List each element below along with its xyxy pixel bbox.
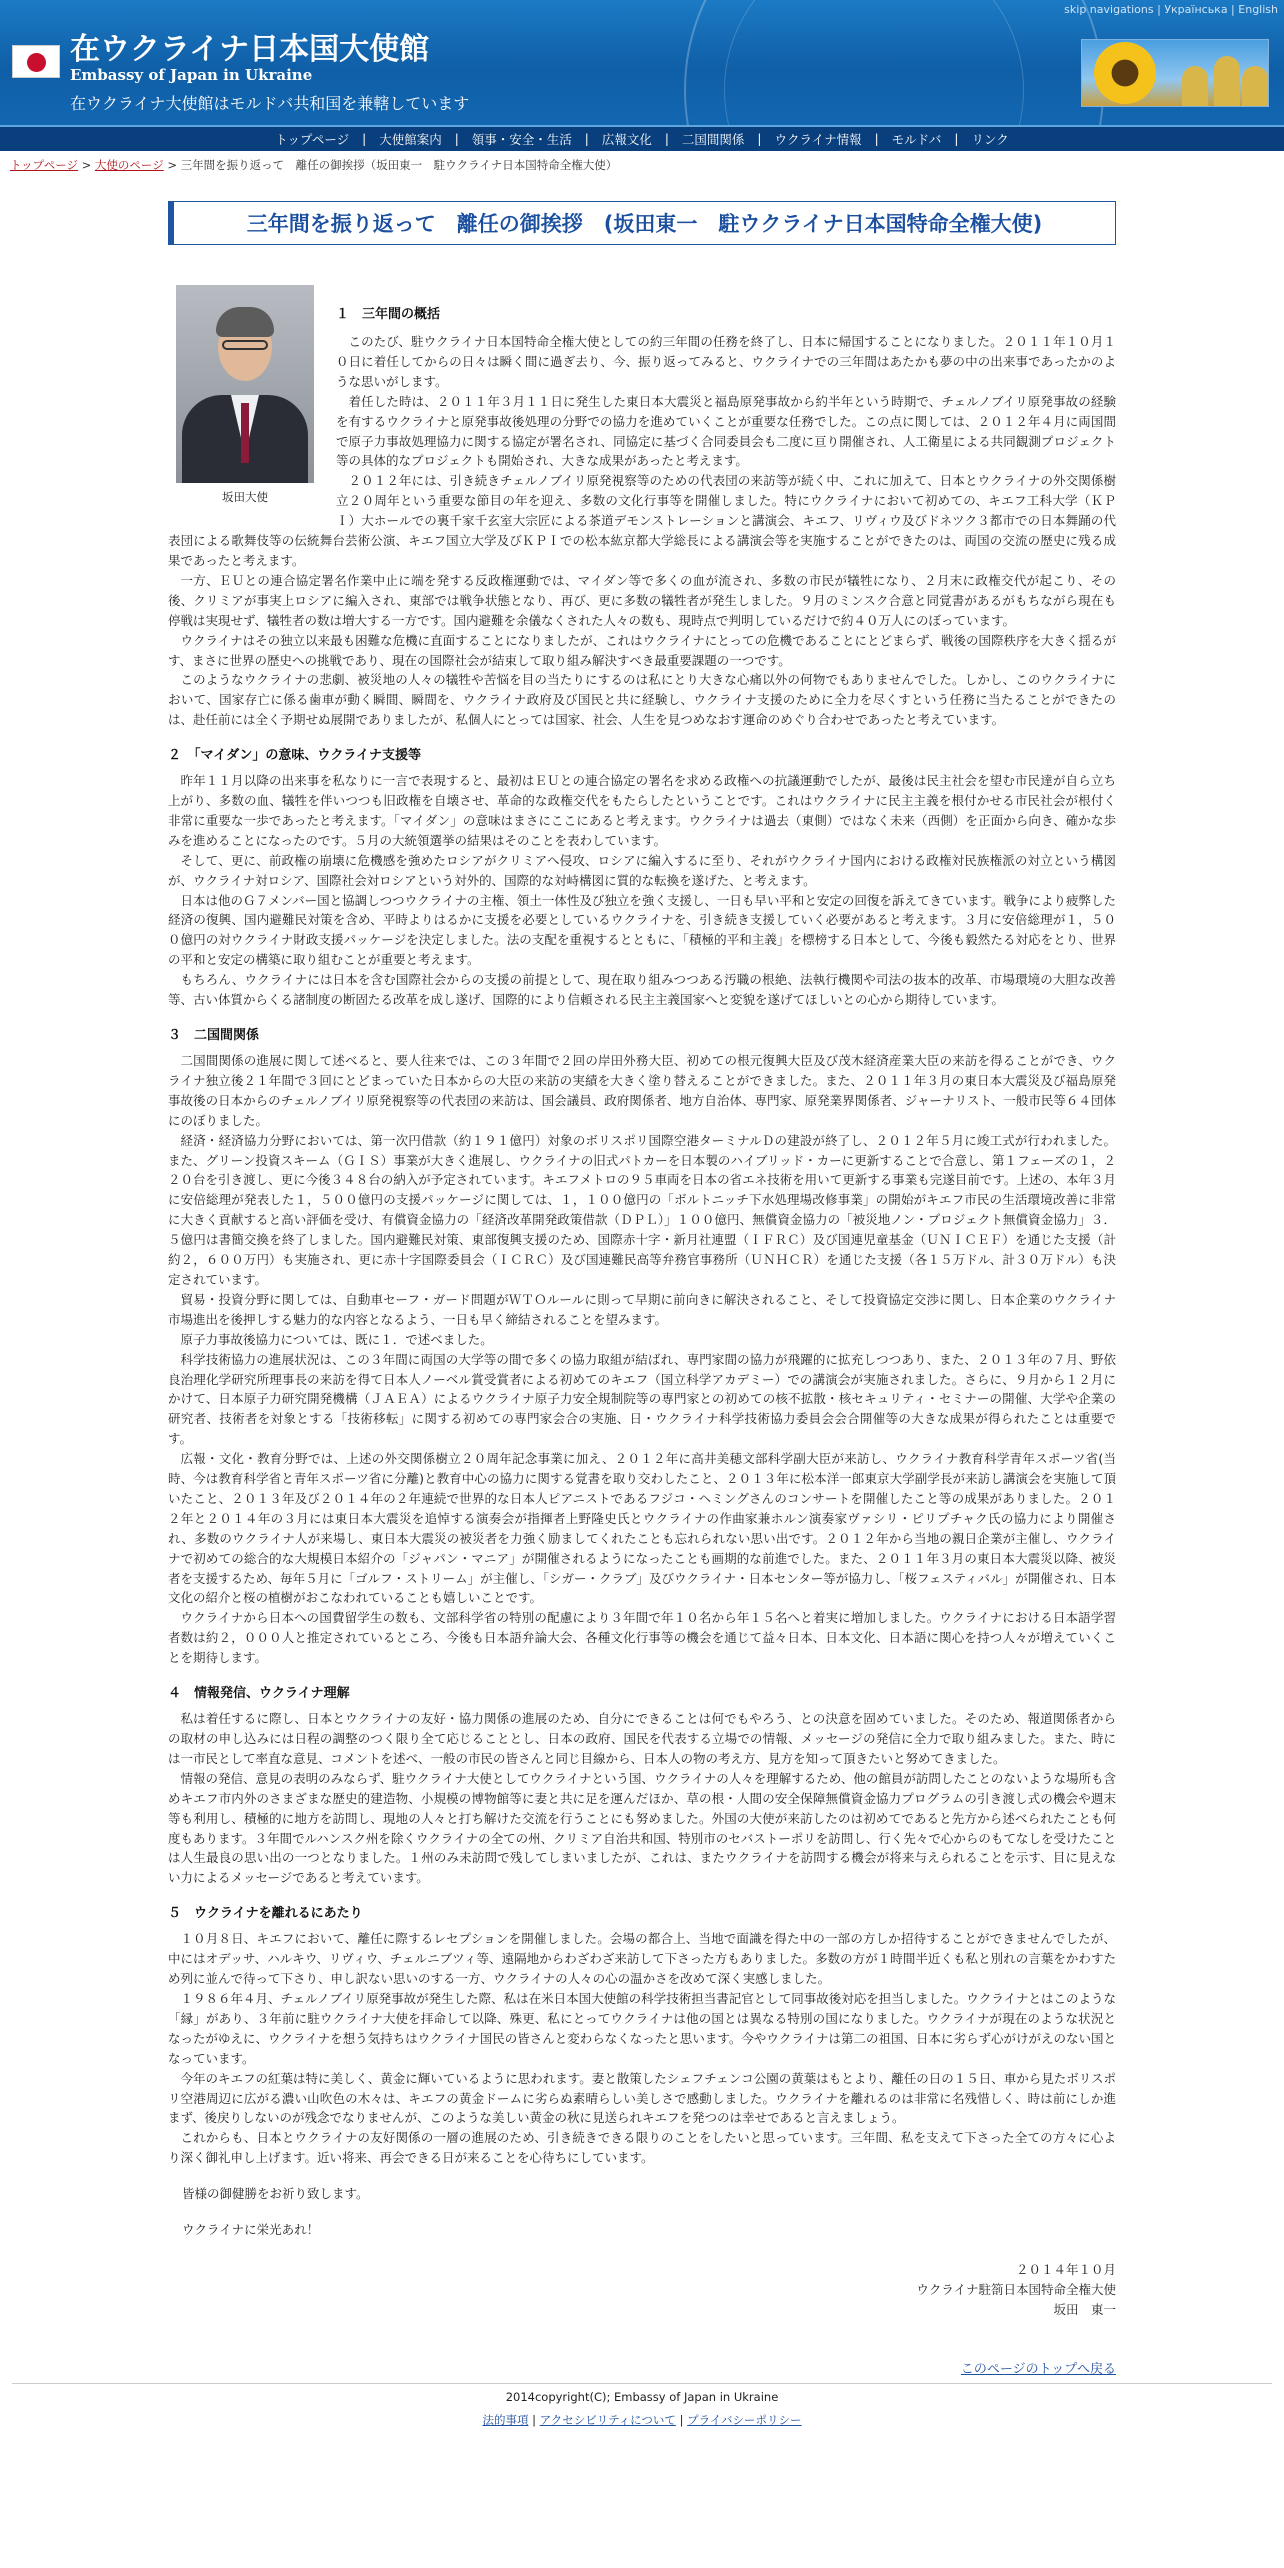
section-paragraph: 広報・文化・教育分野では、上述の外交関係樹立２０周年記念事業に加え、２０１２年に高井美穂文部科学副大臣が来訪し、ウクライナ教育科学青年スポーツ省(当時、今は教育科学省と青年スポーツ省に分離)と教育中心の協力に関する覚書を取り交わしたこと、２０１３年に松本洋一郎東京大学副学長が来訪し講演会を実施して頂いたこと、２０１３年及び２０１４年の２年連続で世界的な日本人ピアニストであるフジコ・ヘミングさんのコンサートを開催したこと等の成果がありました。２０１２年と２０１４年の３月には東日本大震災を追悼する演奏会が指揮者上野隆史氏とウクライナの作曲家兼ホルン演奏家ヴァシリ・ピリプチャク氏の協力により開催され、多数のウクライナ人が来場し、東日本大震災の被災者を力強く励ましてくれたことも忘れられない思い出です。２０１２年から当地の親日企業が主催し、ウクライナで初めての総合的な大規模日本紹介の「ジャパン・マニア」が開催されるようになったことも画期的な前進でした。また、２０１１年３月の東日本大震災以降、被災者を支援するため、毎年５月に「ゴルフ・ストリーム」が主催し、「シガー・クラブ」及びウクライナ・日本センター等が協力し、「桜フェスティバル」が開催され、日本文化の紹介と桜の植樹がおこなわれていることも嬉しいことです。 [168, 1451, 1116, 1606]
section-paragraph: 二国間関係の進展に関して述べると、要人往来では、この３年間で２回の岸田外務大臣、初めての根元復興大臣及び茂木経済産業大臣の来訪を得ることができ、ウクライナ独立後２１年間で３回にとどまっていた日本からの大臣の来訪の実績を大きく塗り替えることができました。また、２０１１年３月の東日本大震災及び福島原発事故後の日本からのチェルノブイリ原発視察等の代表団の来訪は、国会議員、政府関係者、地方自治体、専門家、原発業界関係者、ジャーナリスト、一般市民等６４団体にのぼりました。 [168, 1053, 1116, 1128]
section-paragraph: 一方、ＥＵとの連合協定署名作業中止に端を発する反政権運動では、マイダン等で多くの血が流され、多数の市民が犠牲になり、２月末に政権交代が起こり、その後、クリミアが事実上ロシアに編入され、東部では戦争状態となり、再び、更に多数の犠牲者が発生しました。９月のミンスク合意と同覚書があるがもちながら現在も停戦は実現せず、犠牲者の数は増大する一方です。国内避難を余儀なくされた人々の数も、現時点で判明しているだけで約４０万人にのぼっています。 [168, 572, 1116, 628]
section-heading: ２ 「マイダン」の意味、ウクライナ支援等 [168, 748, 421, 764]
footer-link-accessibility[interactable]: アクセシビリティについて [539, 2413, 676, 2428]
section-paragraph: 今年のキエフの紅葉は特に美しく、黄金に輝いているように思われます。妻と散策したシェフチェンコ公園の黄葉はもとより、離任の日の１５日、車から見たボリスポリ空港周辺に広がる濃い山吹色の木々は、キエフの黄金ドームに劣らぬ素晴らしい美しさで感動しました。ウクライナを離れるのは非常に名残惜しく、時は前にしか進まず、後戻りしないのが残念でなりませんが、このような美しい黄金の秋に見送られキエフを発つのは幸せであると言えましょう。 [168, 2070, 1116, 2126]
church-dome [1242, 66, 1268, 106]
lang-english-link[interactable]: English [1238, 3, 1278, 16]
portrait-figure [170, 285, 320, 505]
lang-ukrainian-link[interactable]: Українська [1164, 3, 1228, 16]
nav-item-ukraine-info[interactable]: ウクライナ情報 [774, 132, 862, 147]
nav-item-links[interactable]: リンク [971, 132, 1009, 147]
section-heading: ５ ウクライナを離れるにあたり [168, 1906, 363, 1922]
breadcrumb-home[interactable]: トップページ [10, 158, 78, 172]
closing-remarks [168, 2184, 1116, 2240]
section-paragraph: １９８６年４月、チェルノブイリ原発事故が発生した際、私は在米日本国大使館の科学技術担当書記官として同事故後対応を担当しました。ウクライナとはこのような「縁」があり、３年前に駐ウクライナ大使を拝命して以降、殊更、私にとってウクライナは他の国とは異なる特別の国になりました。ウクライナが現在のような状況となったがゆえに、ウクライナを想う気持ちはウクライナ国民の皆さんと変わらなくなったと思います。今やウクライナは第二の祖国、日本に劣らず心がけがえのない国となっています。 [168, 1990, 1116, 2066]
copyright-text: 2014copyright(C); Embassy of Japan in Ukraine [505, 2390, 779, 2405]
section-paragraph: 原子力事故後協力については、既に１．で述べました。 [180, 1331, 493, 1347]
section-paragraph: 科学技術協力の進展状況は、この３年間に両国の大学等の間で多くの協力取組が結ばれ、専門家間の協力が飛躍的に拡充しつつあり、また、２０１３年の７月、野依良治理化学研究所理事長の来訪を得て日本人ノーベル賞受賞者による初めてのキエフ（国立科学アカデミー）での講演会が実施されました。さらに、９月から１２月にかけて、日本原子力研究開発機構（ＪＡＥＡ）によるウクライナ原子力安全規制院等の専門家との初めての核不拡散・核セキュリティ・セミナーの開催、大学や企業の研究者、技術者を対象とする「技術移転」に関する初めての専門家会合の実施、日・ウクライナ科学技術協力委員会会合開催等の大きな成果が得られたことは重要です。 [168, 1351, 1116, 1447]
back-to-top [168, 2358, 1116, 2377]
breadcrumb-parent[interactable]: 大使のページ [94, 158, 164, 172]
breadcrumb-current: 三年間を振り返って 離任の御挨拶（坂田東一 駐ウクライナ日本国特命全権大使） [180, 158, 618, 172]
section-paragraph: 私は着任するに際し、日本とウクライナの友好・協力関係の進展のため、自分にできることは何でもやろう、との決意を固めていました。そのため、報道関係者からの取材の申し込みには日程の調整のつく限り全て応じることとし、日本の政府、国民を代表する立場での情報、メッセージの発信に全力で取り組みました。また、時には一市民として率直な意見、コメントを述べ、一般の市民の皆さんと同じ目線から、日本人の物の考え方、見方を知って頂きたいと努めてきました。 [168, 1711, 1116, 1766]
site-header [0, 0, 1284, 125]
nav-item-consular[interactable]: 領事・安全・生活 [471, 132, 572, 147]
globe-decoration-inner [724, 0, 1024, 125]
section-paragraph: このようなウクライナの悲劇、被災地の人々の犠牲や苦悩を目の当たりにするのは私にとり大きな心痛以外の何物でもありませんでした。しかし、このウクライナにおいて、国家存亡に係る歯車が動く瞬間、瞬間を、ウクライナ政府及び国民と共に経験し、ウクライナ支援のために全力を尽くすという任務に当たることができたのは、赴任前には全く予期せぬ展開でありましたが、私個人にとっては国家、社会、人生を見つめなおす運命のめぐり合わせであったと考えています。 [168, 672, 1116, 728]
site-subtitle: Embassy of Japan in Ukraine [70, 66, 313, 84]
utility-links: skip navigations | Українська | English [1064, 3, 1278, 16]
main-content [168, 201, 1116, 2377]
breadcrumb: トップページ > 大使のページ > 三年間を振り返って 離任の御挨拶（坂田東一 駐ウクライナ日本国特命全権大使） [10, 158, 618, 172]
back-to-top-link[interactable]: このページのトップへ戻る [960, 2362, 1116, 2378]
footer-link-legal[interactable]: 法的事項 [482, 2413, 529, 2428]
portrait-caption: 坂田大使 [222, 490, 268, 504]
church-dome [1182, 66, 1208, 106]
section-paragraph: もちろん、ウクライナには日本を含む国際社会からの支援の前提として、現在取り組みつつある汚職の根絶、法執行機関や司法の抜本的改革、市場環境の大胆な改善等、古い体質からくる諸制度の断固たる改革を成し遂げ、国際的により信頼される民主主義国家へと変貌を遂げてほしいとの心から期待しています。 [168, 972, 1116, 1008]
section-paragraph: 貿易・投資分野に関しては、自動車セーフ・ガード問題がＷＴＯルールに則って早期に前向きに解決されること、そして投資協定交渉に関し、日本企業のウクライナ市場進出を後押しする魅力的な内容となるよう、一日も早く締結されることを望みます。 [168, 1291, 1116, 1327]
site-title[interactable]: 在ウクライナ日本国大使館 [70, 32, 430, 67]
nav-item-moldova[interactable]: モルドバ [891, 132, 942, 147]
section-heading: ４ 情報発信、ウクライナ理解 [168, 1686, 350, 1702]
nav-item-embassy[interactable]: 大使館案内 [379, 132, 442, 147]
church-dome [1214, 56, 1240, 106]
section-paragraph: ウクライナはその独立以来最も困難な危機に直面することになりましたが、これはウクライナにとっての危機であることにとどまらず、戦後の国際秩序を大きく揺るがす、まさに世界の歴史への挑戦であり、現在の国際社会が結束して取り組み解決すべき最重要課題の一つです。 [168, 632, 1117, 668]
section-paragraph: 情報の発信、意見の表明のみならず、駐ウクライナ大使としてウクライナという国、ウクライナの人々を理解するため、他の館員が訪問したことのないような場所も含めキエフ市内外のさまざまな歴史的建造物、小規模の博物館等に妻と共に足を運んだほか、草の根・人間の安全保障無償資金協力プログラムの引き渡し式の機会や週末等も利用し、積極的に地方を訪問し、現地の人々と打ち解けた交流を行うことにも努めました。外国の大使が来訪したのは初めてであると先方から述べられたことも何度もあります。３年間でルハンスク州を除くウクライナの全ての州、クリミア自治共和国、特別市のセバストーポリを訪問し、行く先々で心からのもてなしを受けたことは人生最良の思い出の一つとなりました。１州のみ未訪問で残してしまいましたが、これは、またウクライナを訪問する機会が将来与えられることを示す、目に見えない力によるメッセージであると考えています。 [168, 1770, 1116, 1886]
signature-name: 坂田 東一 [1053, 2302, 1116, 2318]
nav-item-top[interactable]: トップページ [275, 132, 350, 147]
section-heading: １ 三年間の概括 [336, 307, 441, 322]
section-paragraph: これからも、日本とウクライナの友好関係の一層の進展のため、引き続きできる限りのことをしたいと思っています。三年間、私を支えて下さった全ての方々に心より深く御礼申し上げます。近い将来、再会できる日が来ることを心待ちにしています。 [168, 2130, 1116, 2166]
header-photo [1081, 39, 1269, 107]
skip-navigation-link[interactable]: skip navigations [1064, 3, 1154, 16]
signature-title: ウクライナ駐箚日本国特命全権大使 [916, 2282, 1116, 2298]
section-paragraph: ２０１２年には、引き続きチェルノブイリ原発視察等のための代表団の来訪等が続く中、これに加えて、日本とウクライナの外交関係樹立２０周年という重要な節目の年を迎え、多数の文化行事等を開催しました。特にウクライナにおいて初めての、キエフ工科大学（ＫＰＩ）大ホールでの裏千家千玄室大宗匠による茶道デモンストレーションと講演会、キエフ、リヴィウ及びドネツク３都市での日本舞踊の代表団による歌舞伎等の伝統舞台芸術公演、キエフ国立大学及びＫＰＩでの松本紘京都大学総長による講演会等を実施することができたのは、両国の交流の歴史に残る成果であったと考えます。 [168, 473, 1116, 568]
section-paragraph: 経済・経済協力分野においては、第一次円借款（約１９１億円）対象のボリスポリ国際空港ターミナルＤの建設が終了し、２０１２年５月に竣工式が行われました。また、グリーン投資スキーム（ＧＩＳ）事業が大きく進展し、ウクライナの旧式パトカーを日本製のハイブリッド・カーに更新することで合意し、第１フェーズの１，２２０台を引き渡し、更に今後３４８台の納入が予定されています。キエフメトロの９５車両を日本の省エネ技術を用いて更新する事業も完遂目前です。上述の、本年３月に安倍総理が発表した１，５００億円の支援パッケージに関しては、１，１００億円の「ボルトニッチ下水処理場改修事業」の開始がキエフ市民の生活環境改善に非常に大きく貢献すると高い評価を受け、有償資金協力の「経済改革開発政策借款（ＤＰＬ）」１００億円、無償資金協力の「被災地ノン・プロジェクト無償資金協力」３．５億円は書簡交換を終了しました。国内避難民対策、東部復興支援のため、国際赤十字・新月社連盟（ＩＦＲＣ）及び国連児童基金（ＵＮＩＣＥＦ）を通じた支援（計約２，６００万円）も実施され、更に赤十字国際委員会（ＩＣＲＣ）及び国連難民高等弁務官事務所（ＵＮＨＣＲ）を通じた支援（各１５万ドル、計３０万ドル）も決定されています。 [168, 1132, 1116, 1287]
section-paragraph: ウクライナから日本への国費留学生の数も、文部科学省の特別の配慮により３年間で年１０名から年１５名へと着実に増加しました。ウクライナにおける日本語学習者数は約２，０００人と推定されているところ、今後も日本語弁論大会、各種文化行事等の機会を通じて益々日本、日本文化、日本語に関心を持つ人々が増えていくことを期待します。 [168, 1610, 1116, 1666]
section-paragraph: 着任した時は、２０１１年３月１１日に発生した東日本大震災と福島原発事故から約半年という時期で、チェルノブイリ原発事故の経験を有するウクライナと原発事故後処理の分野での協力を進めていくことが重要な任務でした。この点に関しては、２０１２年４月に両国間で原子力事故処理協力に関する協定が署名され、同協定に基づく合同委員会も二度に亘り開催され、人工衛星による共同観測プロジェクト等の具体的なプロジェクトも開始され、大きな成果があったと考えます。 [336, 393, 1116, 469]
main-nav: トップページ | 大使館案内 | 領事・安全・生活 | 広報文化 | 二国間関係 | ウクライナ情報 | モルドバ | リンク [0, 125, 1284, 151]
section-paragraph: そして、更に、前政権の崩壊に危機感を強めたロシアがクリミアへ侵攻、ロシアに編入するに至り、それがウクライナ国内における政権対民族権派の対立という構図が、ウクライナ対ロシア、国際社会対ロシアという対外的、国際的な対峙構図に質的な転換を遂げた、と考えます。 [168, 852, 1116, 888]
section-paragraph: １０月８日、キエフにおいて、離任に際するレセプションを開催しました。会場の都合上、当地で面識を得た中の一部の方しか招待することができませんでしたが、中にはオデッサ、ハルキウ、リヴィウ、チェルニブツィ等、遠隔地からわざわざ来訪して下さった方もありました。多数の方が１時間半近くも私と別れの言葉をかわすため列に並んで待って下さり、申し訳ない思いのする一方、ウクライナの人々の心の温かさを改めて深く実感しました。 [168, 1931, 1116, 1987]
section-paragraph: 昨年１１月以降の出来事を私なりに一言で表現すると、最初はＥＵとの連合協定の署名を求める政権への抗議運動でしたが、最後は民主社会を望む市民達が自ら立ち上がり、多数の血、犠牲を伴いつつも旧政権を自壊させ、革命的な政権交代をもたらしたということです。これはウクライナに民主主義を根付かせる市民社会が根付く非常に重要な一歩であったと考えます。「マイダン」の意味はまさにここにあると考えます。ウクライナは過去（東側）ではなく未来（西側）を正面から向き、確かな歩みを進めることになったのです。５月の大統領選挙の結果はそのことを表わしています。 [168, 773, 1116, 848]
footer-links: 法的事項 | アクセシビリティについて | プライバシーポリシー [482, 2413, 802, 2428]
nav-item-bilateral[interactable]: 二国間関係 [681, 132, 745, 147]
nav-item-culture[interactable]: 広報文化 [601, 132, 652, 147]
section-paragraph: 日本は他のＧ７メンバー国と協調しつつウクライナの主権、領土一体性及び独立を強く支援し、一日も早い平和と安定の回復を訴えてきています。戦争により疲弊した経済の復興、国内避難民対策を含め、平時よりはるかに支援を必要としているウクライナを、引き続き支援していく必要があると考えます。３月に安倍総理が１，５００億円の対ウクライナ財政支援パッケージを決定しました。法の支配を重視するとともに、「積極的平和主義」を標榜する日本として、今後も毅然たる対応をとり、世界の平和と安定の構築に取り組むことが重要と考えます。 [168, 892, 1116, 968]
signature-date: ２０１４年１０月 [1015, 2262, 1116, 2278]
signature-block [168, 2260, 1116, 2320]
ambassador-portrait [176, 285, 314, 483]
article-body [168, 259, 1116, 2168]
footer-link-privacy[interactable]: プライバシーポリシー [687, 2413, 802, 2428]
footer [12, 2383, 1272, 2404]
site-note: 在ウクライナ大使館はモルドバ共和国を兼轄しています [70, 94, 470, 113]
closing-line: 皆様の御健勝をお祈り致します。 [182, 2186, 369, 2202]
section-paragraph: このたび、駐ウクライナ日本国特命全権大使としての約三年間の任務を終了し、日本に帰国することになりました。２０１１年１０月１０日に着任してからの日々は瞬く間に過ぎ去り、今、振り返ってみると、ウクライナでの三年間はあたかも夢の中の出来事であったかのような思いがします。 [336, 334, 1116, 389]
page-title: 三年間を振り返って 離任の御挨拶 (坂田東一 駐ウクライナ日本国特命全権大使) [168, 201, 1116, 245]
japan-flag-icon [12, 45, 60, 78]
closing-line: ウクライナに栄光あれ！ [182, 2222, 320, 2238]
sunflower-image [1094, 42, 1156, 104]
section-heading: ３ 二国間関係 [168, 1028, 260, 1043]
